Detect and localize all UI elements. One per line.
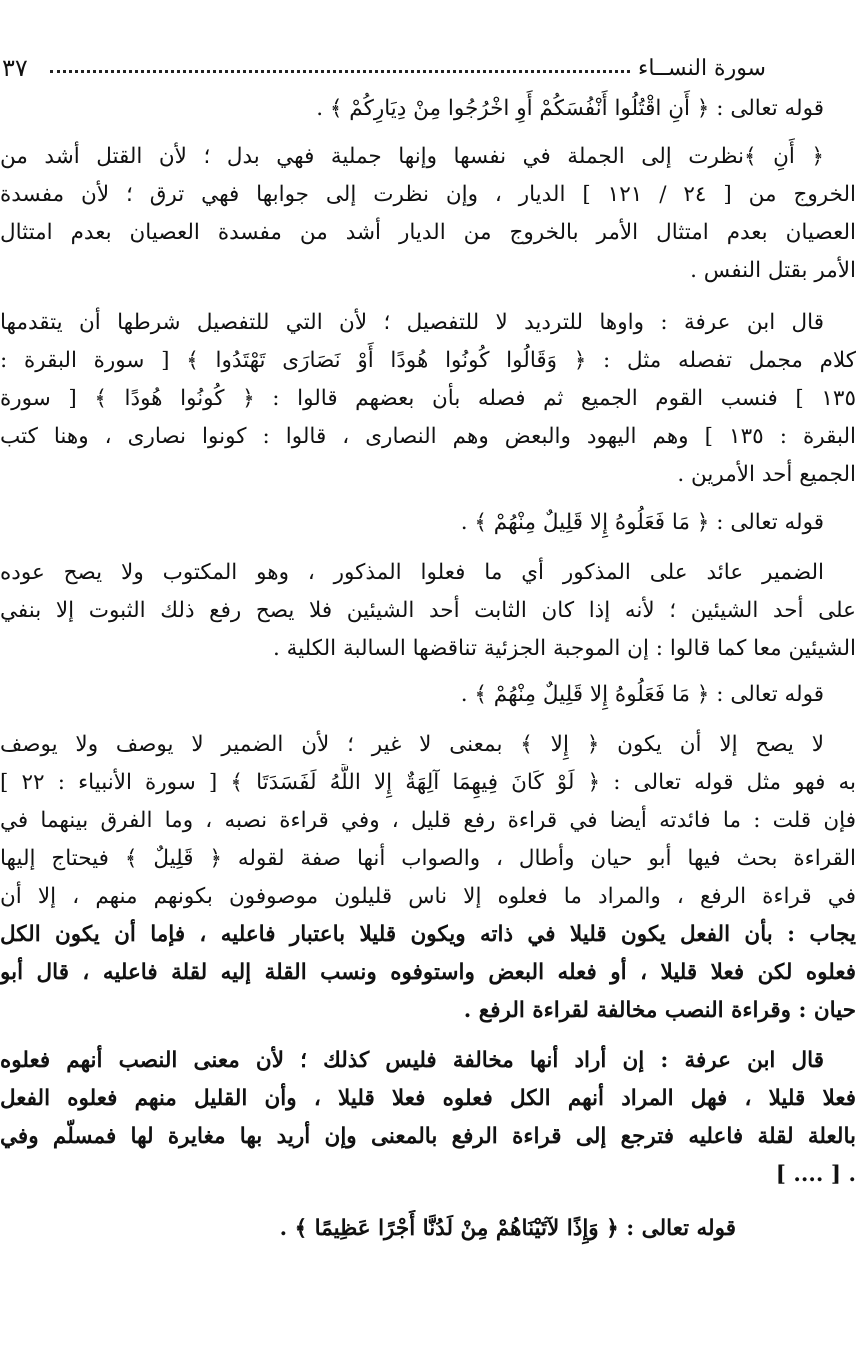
text-line: القراءة بحث فيها أبو حيان وأطال ، والصواب أنها صفة لقوله ﴿ قَلِيلٌ ﴾ فيحتاج إليها — [0, 846, 856, 871]
verse-heading: قوله تعالى : ﴿ مَا فَعَلُوهُ إِلا قَلِيلٌ مِنْهُمْ ﴾ . — [460, 510, 824, 535]
text-line: يجاب : بأن الفعل يكون قليلا في ذاته ويكون قليلا باعتبار فاعليه ، فإما أن يكون الكل — [0, 922, 856, 947]
surah-title: سورة النســاء — [638, 56, 766, 81]
verse-heading: قوله تعالى : ﴿ مَا فَعَلُوهُ إِلا قَلِيلٌ مِنْهُمْ ﴾ . — [460, 682, 824, 707]
text-line: ١٣٥ ] فنسب القوم الجميع ثم فصله بأن بعضهم قالوا : ﴿ كُونُوا هُودًا ﴾ [ سورة — [0, 386, 856, 411]
text-line: قال ابن عرفة : إن أراد أنها مخالفة فليس كذلك ؛ لأن معنى النصب أنهم فعلوه — [0, 1048, 824, 1073]
text-line: الجميع أحد الأمرين . — [677, 462, 856, 487]
verse-heading: قوله تعالى : ﴿ وَإِذًا لآتَيْنَاهُمْ مِنْ لَدُنَّا أَجْرًا عَظِيمًا ﴾ . — [279, 1216, 736, 1241]
header-dotted-leader — [50, 70, 630, 73]
text-line: كلام مجمل تفصله مثل : ﴿ وَقَالُوا كُونُوا هُودًا أَوْ نَصَارَى تَهْتَدُوا ﴾ [ سورة البقرة : — [0, 348, 856, 373]
text-line: فإن قلت : ما فائدته أيضا في قراءة رفع قليل ، وفي قراءة نصبه ، وما الفرق بينهما في — [0, 808, 856, 833]
text-line: حيان : وقراءة النصب مخالفة لقراءة الرفع . — [463, 998, 856, 1023]
text-line: الأمر بقتل النفس . — [690, 258, 856, 283]
text-line: بالعلة لقلة فاعليه فترجع إلى قراءة الرفع بالمعنى وإن أريد بها مغايرة لها فمسلّم وفي — [0, 1124, 856, 1149]
text-line: فعلوه لكن فعلا قليلا ، أو فعله البعض واستوفوه ونسب القلة إليه لقلة فاعليه ، قال أبو — [0, 960, 856, 985]
verse-heading: قوله تعالى : ﴿ أَنِ اقْتُلُوا أَنْفُسَكُمْ أَوِ اخْرُجُوا مِنْ دِيَارِكُمْ ﴾ . — [316, 96, 824, 121]
text-line: الخروج من [ ٢٤ / ١٢١ ] الديار ، وإن نظرت إلى جوابها فهي ترق ؛ لأن مفسدة — [0, 182, 856, 207]
text-line: الضمير عائد على المذكور أي ما فعلوا المذكور ، وهو المكتوب ولا يصح عوده — [0, 560, 824, 585]
text-line: الشيئين معا كما قالوا : إن الموجبة الجزئية تناقضها السالبة الكلية . — [272, 636, 856, 661]
text-line: في قراءة الرفع ، والمراد ما فعلوه إلا ناس قليلون موصوفون بكونهم منهم ، إلا أن — [0, 884, 856, 909]
page-number: ٣٧ — [2, 54, 28, 82]
text-line: على أحد الشيئين ؛ لأنه إذا كان الثابت أحد الشيئين فلا يصح رفع ذلك الثبوت إلا بنفي — [0, 598, 856, 623]
text-line: به فهو مثل قوله تعالى : ﴿ لَوْ كَانَ فِيهِمَا آلِهَةٌ إِلا اللَّهُ لَفَسَدَتَا ﴾ [ سورة الأنبياء : ٢٢ ] — [0, 770, 856, 795]
text-line: . [ .... ] — [775, 1162, 856, 1187]
text-line: لا يصح إلا أن يكون ﴿ إِلا ﴾ بمعنى لا غير ؛ لأن الضمير لا يوصف ولا يوصف — [0, 732, 824, 757]
text-line: البقرة : ١٣٥ ] وهم اليهود والبعض وهم النصارى ، قالوا : كونوا نصارى ، وهنا كتب — [0, 424, 856, 449]
page-header — [0, 56, 856, 90]
text-line: العصيان بعدم امتثال الأمر بالخروج من الديار أشد من مفسدة العصيان بعدم امتثال — [0, 220, 856, 245]
text-line: ﴿ أَنِ ﴾نظرت إلى الجملة في نفسها وإنها جملية فهي بدل ؛ لأن القتل أشد من — [0, 144, 824, 169]
text-line: فعلا قليلا ، فهل المراد أنهم الكل فعلوه فعلا قليلا ، وأن القليل منهم فعلوه الفعل — [0, 1086, 856, 1111]
text-line: قال ابن عرفة : واوها للترديد لا للتفصيل ؛ لأن التي للتفصيل شرطها أن يتقدمها — [0, 310, 824, 335]
